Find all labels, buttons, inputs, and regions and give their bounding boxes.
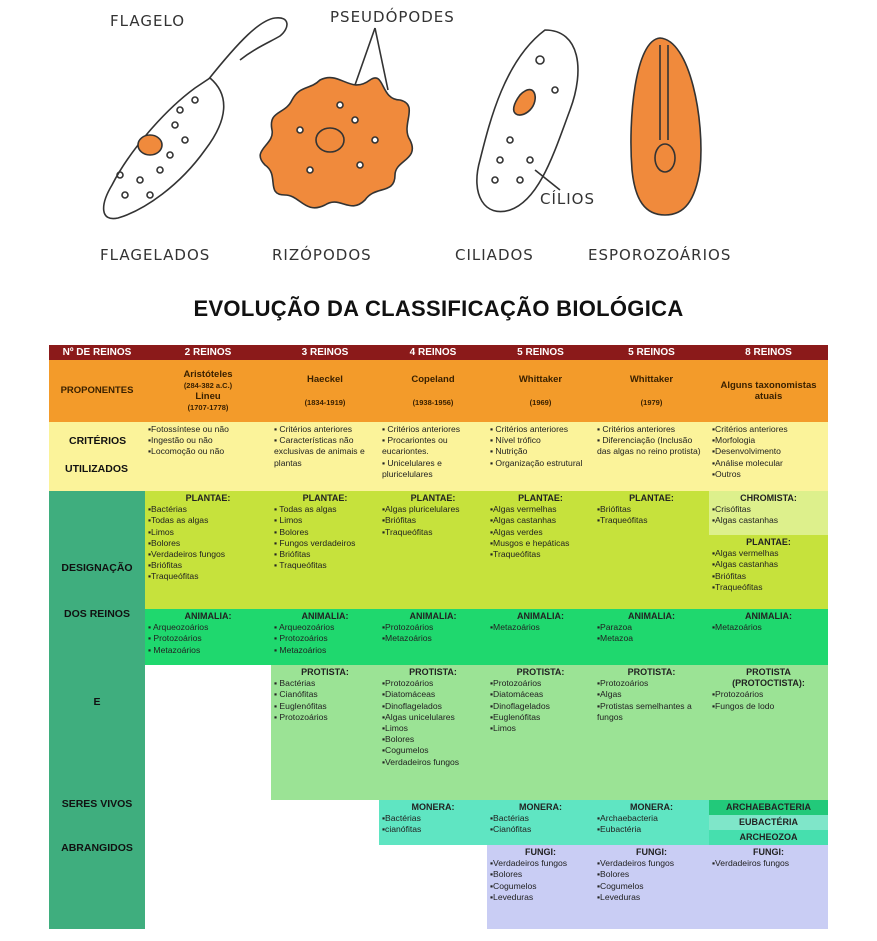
list-item: ▪Algas verdes [490,526,543,537]
animalia-cell [709,609,828,665]
list-item: ▪Leveduras [597,891,641,902]
archaebacteria-cell [709,800,828,815]
kingdom-title: PROTISTA (PROTOCTISTA): [732,667,805,689]
animalia-cell [487,609,594,665]
kingdom-title: PLANTAE: [302,493,348,503]
list-item: ▪Briófitas [382,515,417,526]
list-item: ▪Algas vermelhas [712,548,779,559]
chromista-cell [709,491,828,535]
kingdom-title: ARCHAEBACTERIA [726,802,811,812]
list-item: ▪Protistas semelhantes a fungos [597,700,692,722]
plantae-cell [379,491,487,609]
list-item: ▪Outros [712,468,741,479]
criterios-cell [709,422,828,491]
criterios-cell [487,422,594,491]
header-cell: 8 REINOS [709,345,828,360]
kingdom-title: ANIMALIA: [301,611,349,621]
monera-cell [487,800,594,845]
label-esporozoarios: ESPOROZOÁRIOS [588,246,732,264]
proponente-cell: Whittaker (1979) [594,360,709,422]
header-cell: 5 REINOS [594,345,709,360]
kingdom-title: ANIMALIA: [409,611,457,621]
list-item: ▪Traqueófitas [490,549,541,560]
list-item: ▪ Briófitas [274,549,311,560]
list-item: ▪ Bolores [274,526,309,537]
list-item: ▪Desenvolvimento [712,446,781,457]
kingdom-title: EUBACTÉRIA [738,817,798,827]
header-cell: 3 REINOS [271,345,379,360]
list-item: ▪Metazoários [382,633,432,644]
kingdom-title: MONERA: [630,802,673,812]
kingdom-title: PROTISTA: [516,667,565,677]
animalia-cell [379,609,487,665]
list-item: ▪Leveduras [490,891,534,902]
side-label: ABRANGIDOS [61,842,133,854]
proponente-cell: Aristóteles (284-382 a.C.) Lineu (1707-1778) [145,360,271,422]
list-item: ▪Eubactéria [597,824,642,835]
criterios-label-cell [49,422,145,491]
criterios-cell [271,422,379,491]
list-item: ▪ Unicelulares e pluricelulares [382,457,442,479]
kingdom-title: PLANTAE: [746,537,791,547]
fungi-cell [709,845,828,929]
fungi-cell [594,845,709,929]
proponente-cell: Haeckel (1834-1919) [271,360,379,422]
label-flagelados: FLAGELADOS [100,246,211,264]
proponente-cell: Copeland (1938-1956) [379,360,487,422]
list-item: ▪Cogumelos [382,745,429,756]
list-item: ▪Traqueófitas [382,526,433,537]
list-item: ▪ Protozoários [274,633,328,644]
label-rizopodos: RIZÓPODOS [272,246,372,264]
proponente-cell: Whittaker (1969) [487,360,594,422]
list-item: ▪Protozoários [597,678,649,689]
label-pseudopodes: PSEUDÓPODES [330,8,455,26]
list-item: ▪Limos [490,723,516,734]
list-item: ▪ Procariontes ou eucariontes. [382,435,448,457]
list-item: ▪Morfologia [712,435,756,446]
proponente-cell: Alguns taxonomistas atuais [709,360,828,422]
list-item: ▪ Arqueozoários [148,622,209,633]
plantae-cell [709,535,828,609]
list-item: ▪Musgos e hepáticas [490,537,570,548]
label-ciliados: CILIADOS [455,246,534,264]
list-item: ▪Cianófitas [490,824,532,835]
kingdom-title: ANIMALIA: [184,611,232,621]
list-item: ▪Verdadeiros fungos [148,549,226,560]
fungi-cell [487,845,594,929]
kingdom-title: MONERA: [411,802,455,812]
protista-cell [487,665,594,800]
list-item: ▪Algas [597,689,622,700]
list-item: ▪Verdadeiros fungos [382,756,460,767]
list-item: ▪Algas castanhas [490,515,557,526]
header-cell: Nº DE REINOS [49,345,145,360]
list-item: ▪Verdadeiros fungos [712,858,790,869]
list-item: ▪Análise molecular [712,457,783,468]
kingdom-title: PLANTAE: [629,493,674,503]
plantae-cell [594,491,709,609]
kingdom-title: ANIMALIA: [517,611,564,621]
list-item: ▪Protozoários [712,689,764,700]
criterios-cell [594,422,709,491]
list-item: ▪Crisófitas [712,504,751,515]
kingdom-title: PROTISTA: [409,667,457,677]
protista-cell [379,665,487,800]
list-item: ▪ Critérios anteriores [597,424,676,434]
list-item: ▪Bolores [597,869,630,880]
animalia-cell [145,609,271,665]
list-item: ▪Metazoários [490,622,540,633]
list-item: ▪ Critérios anteriores [382,424,461,434]
label-cilios: CÍLIOS [540,190,596,208]
list-item: ▪Bactérias [490,813,529,824]
list-item: ▪ Protozoários [274,711,328,722]
amoeba-drawing [260,28,412,208]
list-item: ▪ Metazoários [148,644,201,655]
list-item: ▪Dinoflagelados [490,700,550,711]
list-item: ▪Briófitas [148,560,183,571]
list-item: ▪Traqueófitas [597,515,648,526]
list-item: ▪ Organização estrutural [490,457,583,468]
list-item: ▪Locomoção ou não [148,446,225,457]
kingdom-title: FUNGI: [753,847,784,857]
list-item: ▪ Cianófitas [274,689,318,700]
sporozoan-drawing [631,38,701,215]
list-item: ▪ Fungos verdadeiros [274,537,356,548]
list-item: ▪Critérios anteriores [712,424,788,434]
list-item: ▪Ingestão ou não [148,435,213,446]
eubacteria-cell [709,815,828,830]
utilizados-label: UTILIZADOS [65,463,128,475]
list-item: ▪Algas vermelhas [490,504,557,515]
list-item: ▪ Protozoários [148,633,202,644]
list-item: ▪Limos [148,526,174,537]
animalia-cell [271,609,379,665]
list-item: ▪Limos [382,723,408,734]
kingdom-title: CHROMISTA: [740,493,797,503]
protozoa-illustration [0,0,877,290]
list-item: ▪Fungos de lodo [712,700,775,711]
list-item: ▪Protozoários [382,678,434,689]
protista-cell [709,665,828,800]
list-item: ▪ Metazoários [274,644,327,655]
header-cell: 2 REINOS [145,345,271,360]
header-cell: 5 REINOS [487,345,594,360]
list-item: ▪Diatomáceas [382,689,436,700]
kingdom-title: ANIMALIA: [628,611,675,621]
list-item: ▪Algas unicelulares [382,711,455,722]
list-item: ▪Todas as algas [148,515,209,526]
list-item: ▪ Arqueozoários [274,622,335,633]
side-label: DOS REINOS [64,608,130,620]
proponentes-label: PROPONENTES [49,360,145,422]
list-item: ▪Algas castanhas [712,515,779,526]
side-label: DESIGNAÇÃO [61,562,133,574]
plantae-cell [145,491,271,609]
plantae-cell [271,491,379,609]
list-item: ▪Metazoários [712,622,762,633]
list-item: ▪ Diferenciação (Inclusão das algas no reino protista) [597,435,701,457]
plantae-cell [487,491,594,609]
kingdom-title: PLANTAE: [410,493,456,503]
list-item: ▪cianófitas [382,824,422,835]
list-item: ▪Bactérias [382,813,421,824]
list-item: ▪Bolores [382,734,415,745]
kingdom-title: PLANTAE: [185,493,231,503]
ciliate-drawing [477,30,578,212]
list-item: ▪Traqueófitas [148,571,199,582]
list-item: ▪ Limos [274,515,303,526]
list-item: ▪Traqueófitas [712,581,763,592]
monera-cell [379,800,487,845]
criterios-cell [145,422,271,491]
list-item: ▪Verdadeiros fungos [597,858,675,869]
list-item: ▪Algas pluricelulares [382,504,460,515]
list-item: ▪Cogumelos [490,880,537,891]
page-title: EVOLUÇÃO DA CLASSIFICAÇÃO BIOLÓGICA [193,296,684,321]
list-item: ▪Metazoa [597,633,634,644]
list-item: ▪ Características não exclusivas de animais e plantas [274,435,365,468]
list-item: ▪ Nutrição [490,446,528,457]
list-item: ▪Briófitas [712,570,747,581]
header-cell: 4 REINOS [379,345,487,360]
list-item: ▪Archaebacteria [597,813,658,824]
list-item: ▪Euglenófitas [490,711,541,722]
list-item: ▪Algas castanhas [712,559,779,570]
side-label: E [93,696,101,708]
list-item: ▪Diatomáceas [490,689,544,700]
list-item: ▪Bolores [490,869,523,880]
list-item: ▪ Traqueófitas [274,560,327,571]
list-item: ▪Bactérias [148,504,187,515]
protista-cell [594,665,709,800]
list-item: ▪Briófitas [597,504,632,515]
list-item: ▪ Critérios anteriores [490,424,569,434]
list-item: ▪Bolores [148,537,181,548]
kingdom-title: PROTISTA: [627,667,676,677]
side-label: SERES VIVOS [61,798,133,810]
classification-table [49,345,828,929]
list-item: ▪Verdadeiros fungos [490,858,568,869]
animalia-cell [594,609,709,665]
list-item: ▪ Critérios anteriores [274,424,353,434]
list-item: ▪ Bactérias [274,678,316,689]
protista-cell [271,665,379,800]
monera-cell [594,800,709,845]
flagellate-drawing [104,18,287,219]
list-item: ▪ Nível trófico [490,435,541,446]
list-item: ▪Dinoflagelados [382,700,442,711]
kingdom-title: ARCHEOZOA [739,832,798,842]
list-item: ▪Protozoários [382,622,434,633]
kingdom-title: PLANTAE: [518,493,563,503]
list-item: ▪Protozoários [490,678,542,689]
criterios-label: CRITÉRIOS [69,435,127,447]
list-item: ▪Cogumelos [597,880,644,891]
list-item: ▪ Todas as algas [274,504,337,515]
list-item: ▪Fotossíntese ou não [148,424,229,434]
designacao-column [49,491,145,929]
kingdom-title: FUNGI: [636,847,667,857]
list-item: ▪Parazoa [597,622,633,633]
kingdom-title: ANIMALIA: [745,611,792,621]
criterios-cell [379,422,487,491]
kingdom-title: MONERA: [519,802,562,812]
kingdom-title: FUNGI: [525,847,556,857]
list-item: ▪ Euglenófitas [274,700,327,711]
label-flagelo: FLAGELO [110,12,186,30]
archeozoa-cell [709,830,828,845]
kingdom-title: PROTISTA: [301,667,349,677]
